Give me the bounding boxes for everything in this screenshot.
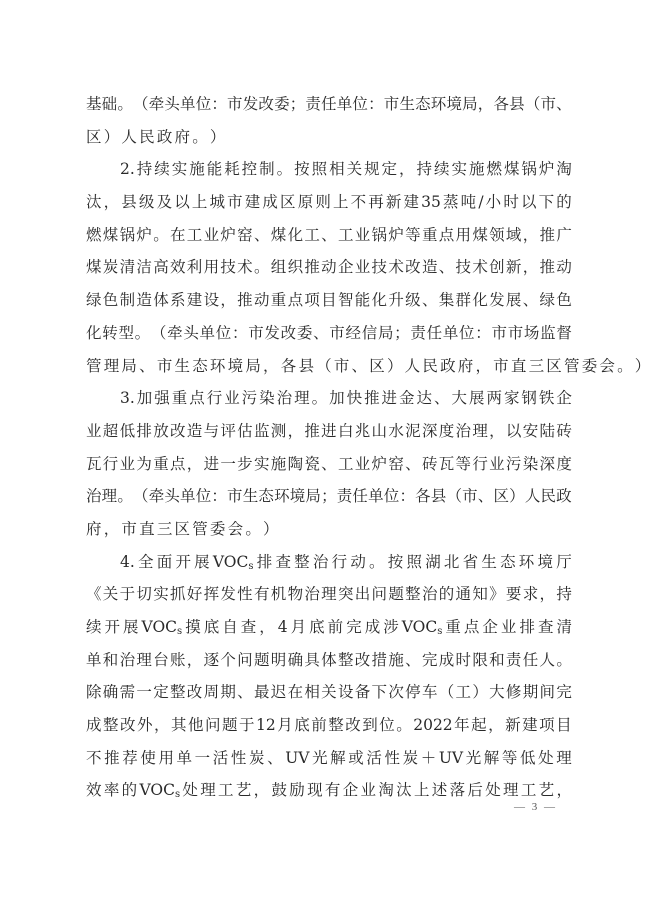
text-line: 不 推 荐 使 用 单 一 活 性 炭 、 UV 光 解 或 活 性 炭 ＋ UV 光 解 等 低 处 理 [86, 748, 572, 767]
text-line: 效 率 的 VOCs 处 理 工 艺 ， 鼓 励 现 有 企 业 淘 汰 上 述 落 后 处 理 工 艺 ， [86, 781, 572, 801]
page-number: — 3 — [514, 801, 557, 813]
text-line: 管 理 局 、 市 生 态 环 境 局 ， 各 县 （ 市 、 区 ） 人 民 政 府 ， 市 直 三 区 管 委 会 。 ） [86, 356, 650, 375]
text-line: 化 转 型 。 （ 牵 头 单 位 ： 市 发 改 委 、 市 经 信 局 ； 责 任 单 位 ： 市 市 场 监 督 [86, 323, 572, 342]
text-line: 业 超 低 排 放 改 造 与 评 估 监 测 ， 推 进 白 兆 山 水 泥 深 度 治 理 ， 以 安 陆 砖 [86, 421, 572, 440]
document-body [86, 88, 650, 807]
text-line: 府 ， 市 直 三 区 管 委 会 。 ） [86, 519, 279, 538]
text-line: 瓦 行 业 为 重 点 ， 进 一 步 实 施 陶 瓷 、 工 业 炉 窑 、 砖 瓦 等 行 业 污 染 深 度 [86, 454, 572, 473]
text-line: 《 关 于 切 实 抓 好 挥 发 性 有 机 物 治 理 突 出 问 题 整 治 的 通 知 》 要 求 ， 持 [86, 585, 572, 604]
text-line: 治 理 。 （ 牵 头 单 位 ： 市 生 态 环 境 局 ； 责 任 单 位 ： 各 县 （ 市 、 区 ） 人 民 政 [86, 487, 572, 506]
text-line: 4. 全 面 开 展 VOCs 排 查 整 治 行 动 。 按 照 湖 北 省 生 态 环 境 厅 [120, 552, 572, 572]
text-line: 燃 煤 锅 炉 。 在 工 业 炉 窑 、 煤 化 工 、 工 业 锅 炉 等 重 点 用 煤 领 域 ， 推 广 [86, 225, 572, 244]
text-line: 煤 炭 清 洁 高 效 利 用 技 术 。 组 织 推 动 企 业 技 术 改 造 、 技 术 创 新 ， 推 动 [86, 258, 572, 277]
text-line: 绿 色 制 造 体 系 建 设 ， 推 动 重 点 项 目 智 能 化 升 级 、 集 群 化 发 展 、 绿 色 [86, 291, 572, 310]
text-line: 汰 ， 县 级 及 以 上 城 市 建 成 区 原 则 上 不 再 新 建 35 蒸 吨 / 小 时 以 下 的 [86, 193, 572, 212]
text-line: 成 整 改 外 ， 其 他 问 题 于 12 月 底 前 整 改 到 位 。 2022 年 起 ， 新 建 项 目 [86, 716, 572, 735]
text-line: 续 开 展 VOCs 摸 底 自 查 ， 4 月 底 前 完 成 涉 VOCs 重 点 企 业 排 查 清 [86, 618, 572, 637]
text-line: 单 和 治 理 台 账 ， 逐 个 问 题 明 确 具 体 整 改 措 施 、 完 成 时 限 和 责 任 人 。 [86, 650, 572, 669]
text-line: 3. 加 强 重 点 行 业 污 染 治 理 。 加 快 推 进 金 达 、 大 展 两 家 钢 铁 企 [120, 389, 572, 408]
text-line: 基 础 。 （ 牵 头 单 位 ： 市 发 改 委 ； 责 任 单 位 ： 市 生 态 环 境 局 ， 各 县 （ 市 、 [86, 95, 572, 113]
text-line: 2. 持 续 实 施 能 耗 控 制 。 按 照 相 关 规 定 ， 持 续 实 施 燃 煤 锅 炉 淘 [120, 160, 572, 179]
text-line: 区 ） 人 民 政 府 。 ） [86, 127, 226, 146]
text-line: 除 确 需 一 定 整 改 周 期 、 最 迟 在 相 关 设 备 下 次 停 车 （ 工 ） 大 修 期 间 完 [86, 683, 572, 702]
